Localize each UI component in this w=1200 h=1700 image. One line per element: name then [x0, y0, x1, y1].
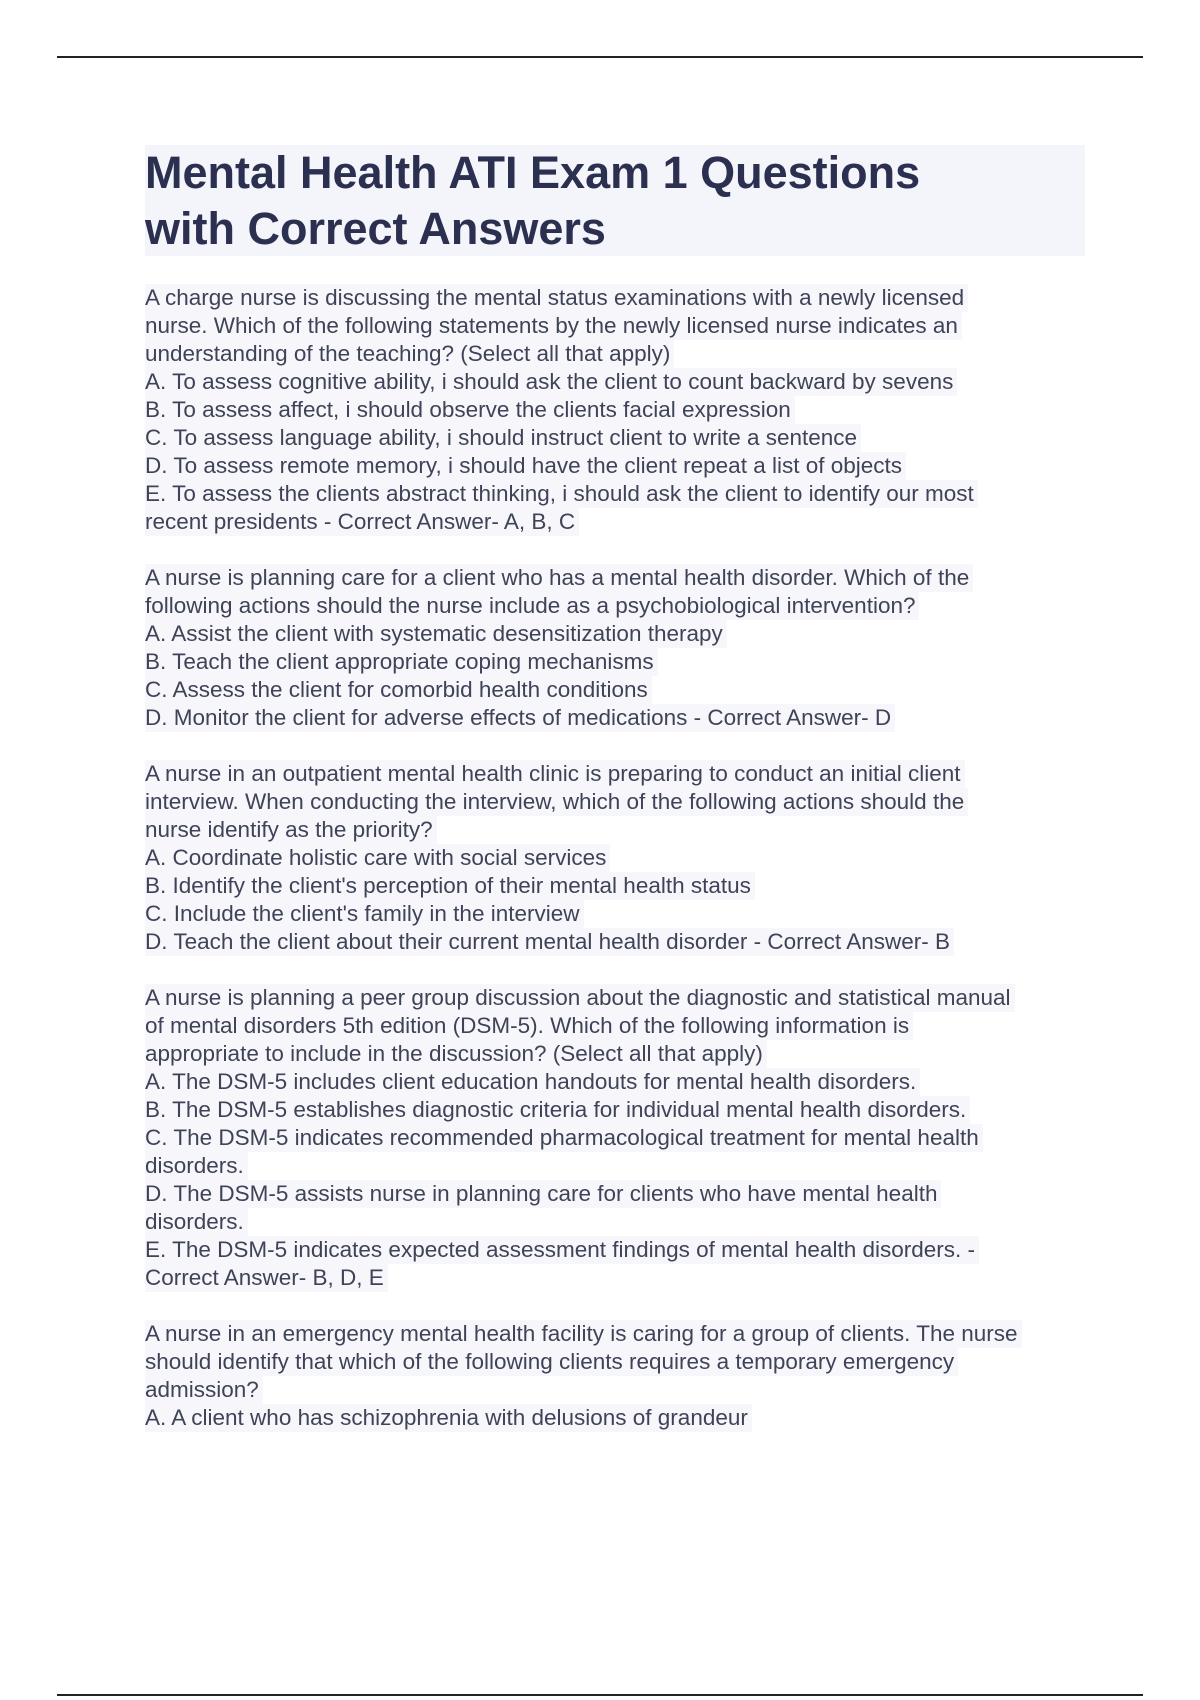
question-4-option: disorders. [145, 1152, 248, 1180]
question-3-option: B. Identify the client's perception of their mental health status [145, 872, 755, 900]
question-1-line: nurse. Which of the following statements by the newly licensed nurse indicates an [145, 312, 962, 340]
question-4 [145, 984, 1105, 1292]
question-2-option: A. Assist the client with systematic desensitization therapy [145, 620, 727, 648]
question-2 [145, 564, 1105, 732]
document-body [145, 284, 1105, 1460]
question-3-answer: D. Teach the client about their current mental health disorder - Correct Answer- B [145, 928, 954, 956]
question-4-option: D. The DSM-5 assists nurse in planning care for clients who have mental health [145, 1180, 941, 1208]
question-1-option: D. To assess remote memory, i should have the client repeat a list of objects [145, 452, 906, 480]
question-1 [145, 284, 1105, 536]
question-5-line: A nurse in an emergency mental health facility is caring for a group of clients. The nurse [145, 1320, 1022, 1348]
question-3 [145, 760, 1105, 956]
question-1-answer: recent presidents - Correct Answer- A, B, C [145, 508, 579, 536]
question-2-line: A nurse is planning care for a client who has a mental health disorder. Which of the [145, 564, 973, 592]
question-2-answer: D. Monitor the client for adverse effects of medications - Correct Answer- D [145, 704, 895, 732]
question-5-option: A. A client who has schizophrenia with delusions of grandeur [145, 1404, 752, 1432]
bottom-rule [57, 1694, 1143, 1696]
question-3-option: C. Include the client's family in the interview [145, 900, 584, 928]
question-5 [145, 1320, 1105, 1432]
question-4-line: of mental disorders 5th edition (DSM-5). Which of the following information is [145, 1012, 913, 1040]
question-4-option: B. The DSM-5 establishes diagnostic criteria for individual mental health disorders. [145, 1096, 970, 1124]
question-5-line: should identify that which of the following clients requires a temporary emergency [145, 1348, 958, 1376]
page-title [145, 145, 1085, 256]
top-rule [57, 56, 1143, 58]
question-2-line: following actions should the nurse include as a psychobiological intervention? [145, 592, 919, 620]
question-3-line: interview. When conducting the interview, which of the following actions should the [145, 788, 968, 816]
question-5-line: admission? [145, 1376, 263, 1404]
question-1-line: A charge nurse is discussing the mental status examinations with a newly licensed [145, 284, 968, 312]
title-line-1: Mental Health ATI Exam 1 Questions [145, 147, 921, 198]
question-4-line: A nurse is planning a peer group discussion about the diagnostic and statistical manual [145, 984, 1015, 1012]
question-1-option: A. To assess cognitive ability, i should ask the client to count backward by sevens [145, 368, 957, 396]
question-2-option: C. Assess the client for comorbid health conditions [145, 676, 652, 704]
question-3-line: A nurse in an outpatient mental health clinic is preparing to conduct an initial client [145, 760, 965, 788]
question-4-option: E. The DSM-5 indicates expected assessment findings of mental health disorders. - [145, 1236, 979, 1264]
question-2-option: B. Teach the client appropriate coping mechanisms [145, 648, 658, 676]
question-4-option: disorders. [145, 1208, 248, 1236]
question-4-option: A. The DSM-5 includes client education handouts for mental health disorders. [145, 1068, 920, 1096]
question-3-line: nurse identify as the priority? [145, 816, 437, 844]
question-1-option: C. To assess language ability, i should instruct client to write a sentence [145, 424, 861, 452]
question-4-line: appropriate to include in the discussion? (Select all that apply) [145, 1040, 767, 1068]
question-4-option: C. The DSM-5 indicates recommended pharmacological treatment for mental health [145, 1124, 983, 1152]
question-1-option: E. To assess the clients abstract thinking, i should ask the client to identify our most [145, 480, 978, 508]
title-line-2: with Correct Answers [145, 203, 606, 254]
question-1-line: understanding of the teaching? (Select all that apply) [145, 340, 674, 368]
question-1-option: B. To assess affect, i should observe the clients facial expression [145, 396, 795, 424]
question-3-option: A. Coordinate holistic care with social services [145, 844, 610, 872]
question-4-answer: Correct Answer- B, D, E [145, 1264, 388, 1292]
